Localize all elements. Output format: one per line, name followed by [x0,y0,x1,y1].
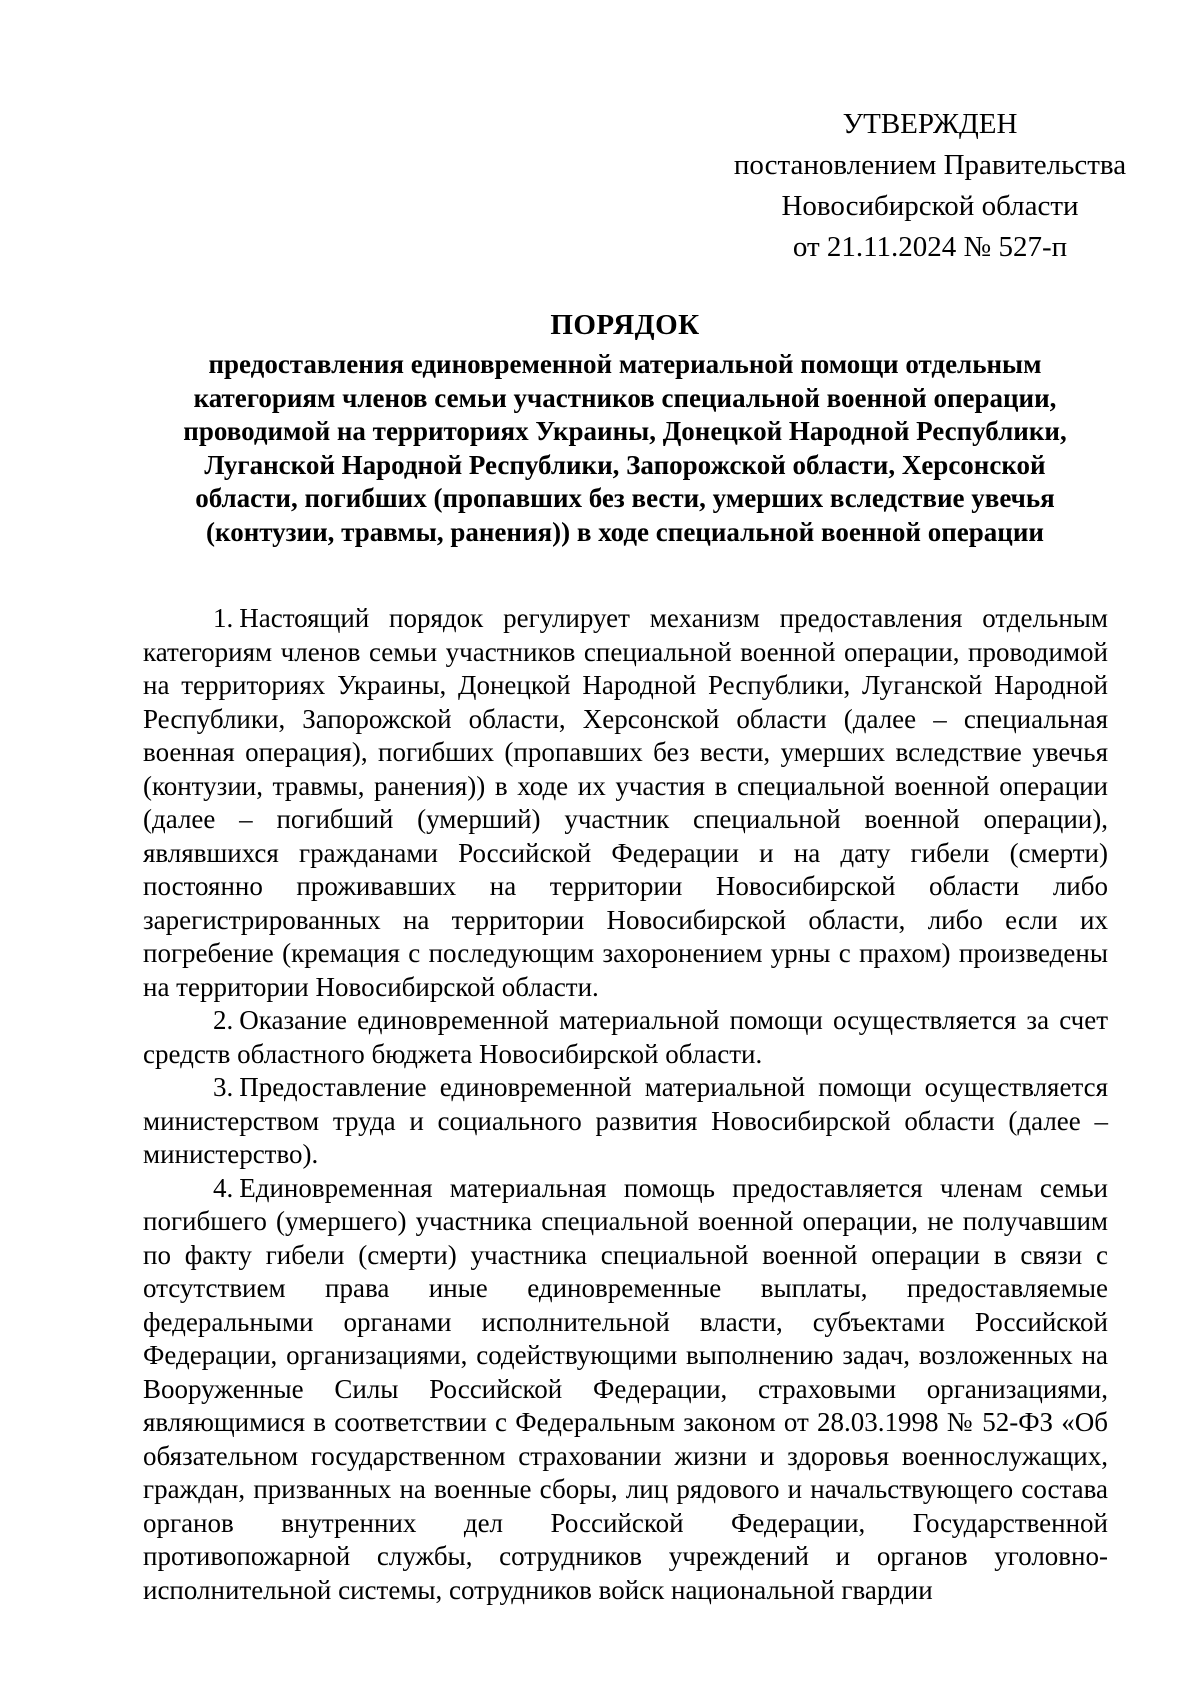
document-title: ПОРЯДОК [550,309,700,341]
paragraph-3 [143,1071,1108,1172]
approval-line-4: от 21.11.2024 № 527-п [792,231,1068,263]
paragraph-4 [143,1172,1108,1608]
paragraph-number: 4. [213,1172,234,1203]
paragraph-text: Предоставление единовременной материальной помощи осуществляется министерством труда и социального развития Новосибирской области (далее – министерство). [143,1072,1108,1169]
approval-line-2: постановлением Правительства [733,149,1127,181]
document-title-block [140,306,1110,549]
subtitle-line: проводимой на территориях Украины, Донецкой Народной Республики, [183,416,1067,446]
subtitle-line: Луганской Народной Республики, Запорожской области, Херсонской [204,449,1046,480]
subtitle-line: категориям членов семьи участников специальной военной операции, [193,382,1057,413]
subtitle-line: области, погибших (пропавших без вести, умерших вследствие увечья [195,483,1055,513]
paragraph-text: Настоящий порядок регулирует механизм предоставления отдельным категориям членов семьи участников специальной военной операции, проводимой на территориях Украины, Донецкой Народной Республики, Луганской Народной Республики, Запорожской области, Херсонской области (далее – специальная военная операция), погибших (пропавших без вести, умерших вследствие увечья (контузии, травмы, ранения)) в ходе их участия в специальной военной операции (далее – погибший (умерший) участник специальной военной операции), являвшихся гражданами Российской Федерации и на дату гибели (смерти) постоянно проживавших на территории Новосибирской области либо зарегистрированных на территории Новосибирской области, либо если их погребение (кремация с последующим захоронением урны с прахом) произведены на территории Новосибирской области. [143,603,1108,1002]
document-subtitle [140,348,1110,549]
paragraph-text: Оказание единовременной материальной помощи осуществляется за счет средств областного бюджета Новосибирской области. [143,1005,1108,1069]
paragraph-text: Единовременная материальная помощь предоставляется членам семьи погибшего (умершего) участника специальной военной операции, не получавшим по факту гибели (смерти) участника специальной военной операции в связи с отсутствием права иные единовременные выплаты, предоставляемые федеральными органами исполнительной власти, субъектами Российской Федерации, организациями, содействующими выполнению задач, возложенных на Вооруженные Силы Российской Федерации, страховыми организациями, являющимися в соответствии с Федеральным законом от 28.03.1998 № 52-ФЗ «Об обязательном государственном страховании жизни и здоровья военнослужащих, граждан, призванных на военные сборы, лиц рядового и начальствующего состава органов внутренних дел Российской Федерации, Государственной противопожарной службы, сотрудников учреждений и органов уголовно-исполнительной системы, сотрудников войск национальной гвардии [143,1172,1108,1605]
approval-line-1: УТВЕРЖДЕН [842,108,1018,140]
approval-stamp [720,104,1140,268]
approval-line-3: Новосибирской области [781,190,1079,222]
subtitle-line: (контузии, травмы, ранения)) в ходе специальной военной операции [206,516,1044,547]
paragraph-number: 1. [213,603,234,633]
paragraph-number: 3. [213,1072,234,1102]
document-body [143,602,1108,1607]
subtitle-line: предоставления единовременной материальной помощи отдельным [208,349,1042,379]
paragraph-2 [143,1004,1108,1071]
paragraph-number: 2. [213,1005,234,1035]
paragraph-1 [143,602,1108,1004]
